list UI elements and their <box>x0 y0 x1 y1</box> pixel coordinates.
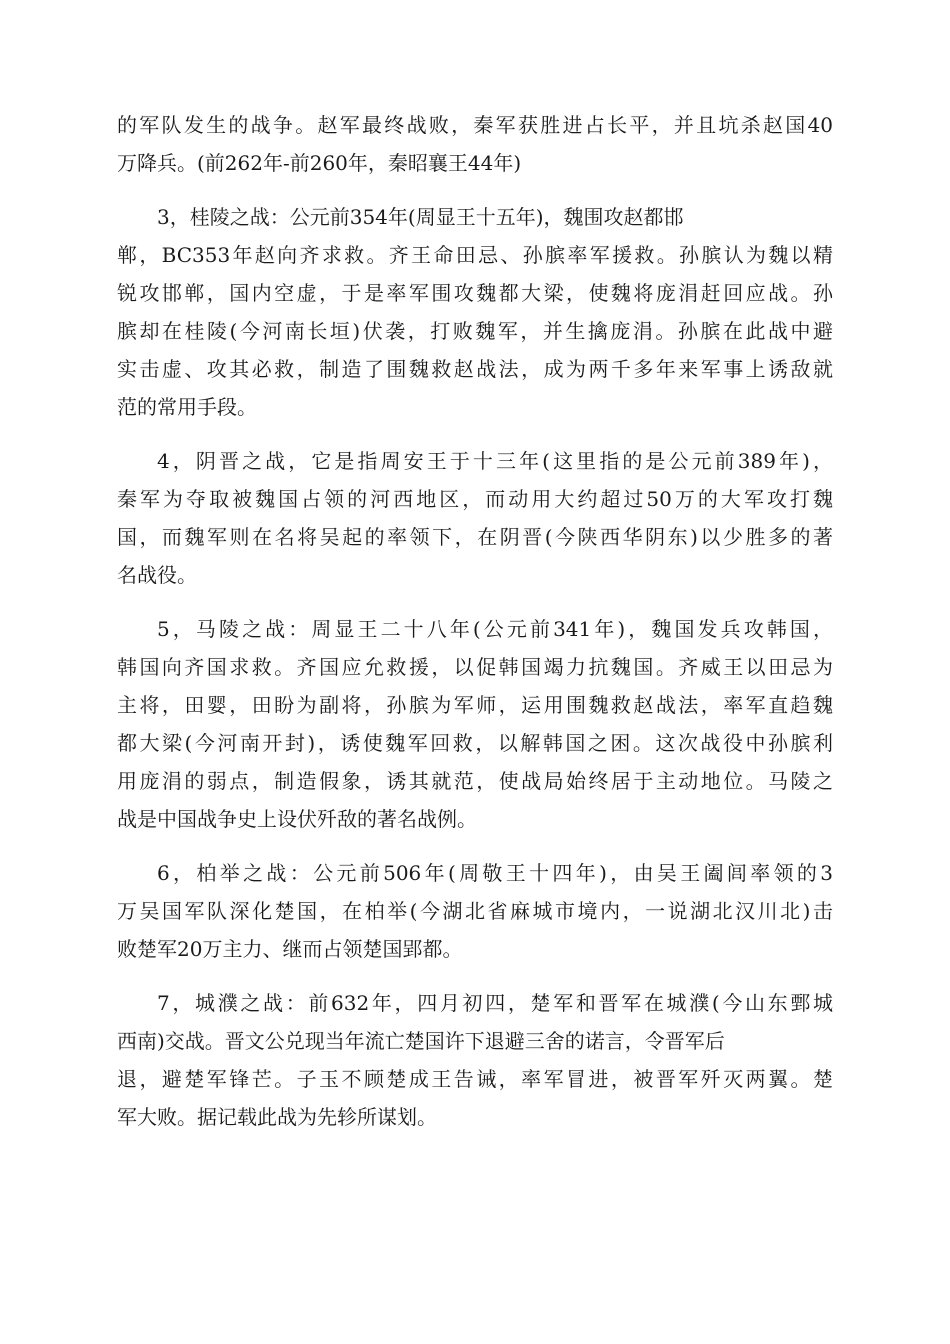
text-line: 的军队发生的战争。赵军最终战败，秦军获胜进占长平，并且坑杀赵国40 <box>117 113 833 137</box>
text-line: 6，柏举之战：公元前506年(周敬王十四年)，由吴王阖闾率领的3 <box>157 861 833 885</box>
paragraph-maling <box>117 610 833 838</box>
text-line: 败楚军20万主力、继而占领楚国郢都。 <box>117 937 463 961</box>
text-line: 西南)交战。晋文公兑现当年流亡楚国许下退避三舍的诺言，令晋军后 <box>117 1029 725 1053</box>
text-line: 都大梁(今河南开封)，诱使魏军回救，以解韩国之困。这次战役中孙膑利 <box>117 731 833 755</box>
text-line: 郸，BC353年赵向齐求救。齐王命田忌、孙膑率军援救。孙膑认为魏以精 <box>117 243 833 267</box>
text-line: 3，桂陵之战：公元前354年(周显王十五年)，魏围攻赵都邯 <box>157 205 684 229</box>
text-line: 主将，田婴，田盼为副将，孙膑为军师，运用围魏救赵战法，率军直趋魏 <box>117 693 833 717</box>
text-line: 5，马陵之战：周显王二十八年(公元前341年)，魏国发兵攻韩国， <box>157 617 833 641</box>
text-line: 战是中国战争史上设伏歼敌的著名战例。 <box>117 807 477 831</box>
paragraph-chengpu <box>117 984 833 1136</box>
paragraph-baiju <box>117 854 833 968</box>
text-line: 国，而魏军则在名将吴起的率领下，在阴晋(今陕西华阴东)以少胜多的著 <box>117 525 833 549</box>
text-line: 实击虚、攻其必救，制造了围魏救赵战法，成为两千多年来军事上诱敌就 <box>117 357 833 381</box>
text-line: 用庞涓的弱点，制造假象，诱其就范，使战局始终居于主动地位。马陵之 <box>117 769 833 793</box>
text-line: 4，阴晋之战，它是指周安王于十三年(这里指的是公元前389年)， <box>157 449 833 473</box>
text-line: 秦军为夺取被魏国占领的河西地区，而动用大约超过50万的大军攻打魏 <box>117 487 833 511</box>
paragraph-yinjin <box>117 442 833 594</box>
text-line: 锐攻邯郸，国内空虚，于是率军围攻魏都大梁，使魏将庞涓赶回应战。孙 <box>117 281 833 305</box>
text-line: 7，城濮之战：前632年，四月初四，楚军和晋军在城濮(今山东鄄城 <box>157 991 833 1015</box>
text-line: 万吴国军队深化楚国，在柏举(今湖北省麻城市境内，一说湖北汉川北)击 <box>117 899 833 923</box>
paragraph-changping-continued <box>117 106 833 182</box>
paragraph-guiling <box>117 198 833 426</box>
text-line: 名战役。 <box>117 563 197 587</box>
text-line: 退，避楚军锋芒。子玉不顾楚成王告诫，率军冒进，被晋军歼灭两翼。楚 <box>117 1067 833 1091</box>
text-line: 膑却在桂陵(今河南长垣)伏袭，打败魏军，并生擒庞涓。孙膑在此战中避 <box>117 319 833 343</box>
document-body <box>117 106 833 1152</box>
text-line: 范的常用手段。 <box>117 395 257 419</box>
text-line: 韩国向齐国求救。齐国应允救援，以促韩国竭力抗魏国。齐威王以田忌为 <box>117 655 833 679</box>
text-line: 万降兵。(前262年-前260年，秦昭襄王44年) <box>117 151 522 175</box>
text-line: 军大败。据记载此战为先轸所谋划。 <box>117 1105 437 1129</box>
